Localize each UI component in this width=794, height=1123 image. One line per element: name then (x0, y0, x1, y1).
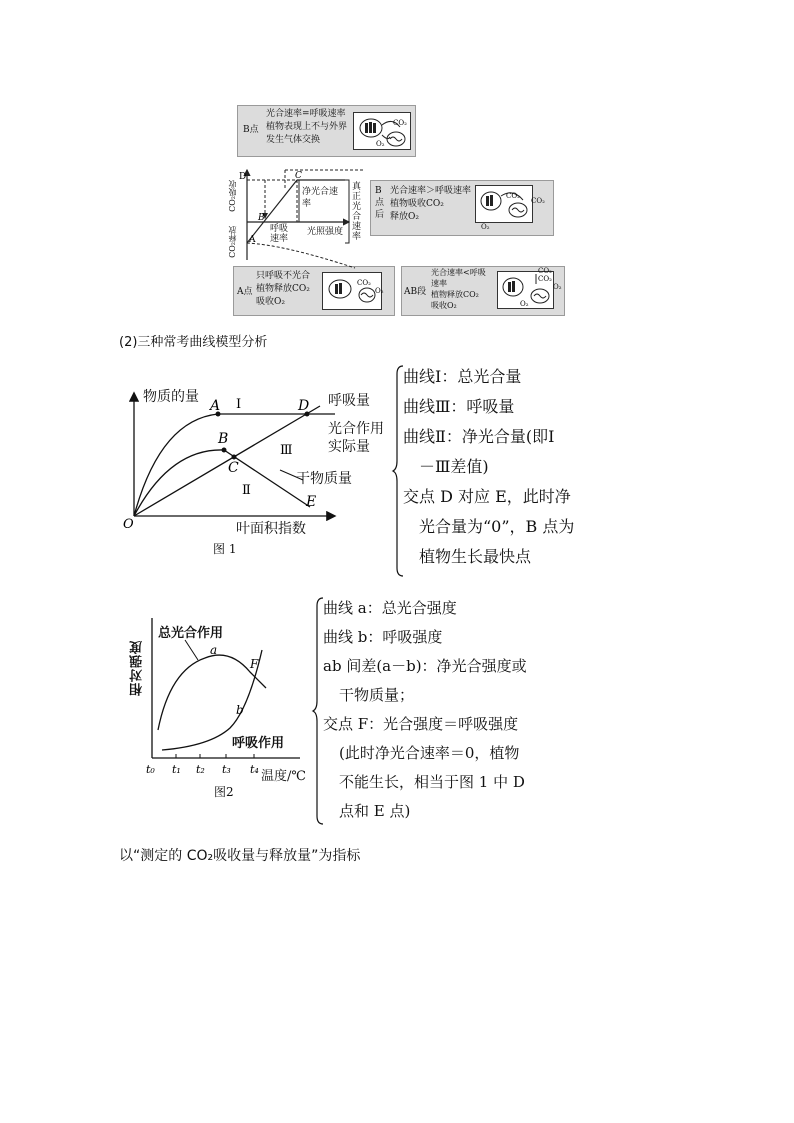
b-point-lines: 光合速率=呼吸速率 植物表现上不与外界 发生气体交换 (266, 109, 348, 145)
fig2-tick-t1: t₁ (172, 763, 181, 776)
fig1-origin: O (123, 517, 134, 532)
o2-label: O₂ (375, 287, 384, 295)
b-point-label: B点 (243, 125, 259, 135)
point-c-dot (232, 455, 237, 460)
fig1-point-a: A (210, 398, 221, 414)
co2-label: CO₂ (393, 119, 407, 127)
fig2-note-2: 曲线 b：呼吸强度 (323, 628, 443, 646)
fig2-tick-t0: t₀ (146, 763, 155, 776)
fig2-note-4: 干物质量； (339, 686, 415, 704)
fig2-note-5: 交点 F：光合强度＝呼吸强度 (323, 715, 519, 733)
ab-segment-label: AB段 (404, 287, 427, 297)
fig2-respiration-label: 呼吸作用 (232, 736, 285, 751)
fig1-point-b: B (218, 431, 229, 447)
fig1-respiration-label: 呼吸量 (328, 393, 370, 409)
fig2-tick-t2: t₂ (196, 763, 205, 776)
b-after-label: B 点 后 (375, 186, 385, 220)
net-rate-label: 净光合速率 (302, 187, 339, 209)
fig2-point-a: a (210, 643, 218, 657)
fig1-actual-photo-label: 光合作用 实际量 (328, 421, 384, 455)
cell-illustration (475, 185, 533, 223)
footer-text: 以“测定的 CO₂吸收量与释放量”为指标 (119, 848, 361, 864)
fig2-tick-t4: t₄ (250, 763, 259, 776)
light-intensity-label: 光照强度 (307, 227, 344, 237)
fig2-note-3: ab 间差(a－b)：净光合强度或 (323, 657, 527, 675)
fig1-point-e: E (306, 494, 317, 510)
true-rate-bracket (345, 180, 349, 243)
fig2-caption: 图2 (214, 785, 234, 799)
o2-in-label: O₂ (553, 283, 562, 291)
y-axis-bottom-label: CO₂释放 (228, 226, 237, 258)
a-point-box (233, 266, 395, 316)
fig2-tick-t3: t₃ (222, 763, 231, 776)
section-heading: (2)三种常考曲线模型分析 (119, 335, 268, 350)
fig1-point-d: D (298, 398, 310, 414)
a-point-label: A点 (237, 287, 253, 297)
total-photo-pointer (185, 640, 198, 660)
fig2-ylabel: 相对强度 (130, 640, 145, 696)
co2-out-label: CO₂ (531, 197, 545, 205)
true-rate-label: 真正光合速率 (352, 182, 362, 242)
a-dashed-curve (247, 243, 355, 268)
fig2-total-photo-label: 总光合作用 (158, 626, 224, 641)
chloroplast-mito-icon (476, 186, 532, 222)
fig1-roman-1: Ⅰ (236, 397, 242, 412)
ab-segment-lines: 光合速率<呼吸 速率 植物释放CO₂ 吸收O₂ (431, 268, 486, 310)
fig1-xlabel: 叶面积指数 (236, 521, 306, 537)
fig2-note-1: 曲线 a：总光合强度 (323, 599, 457, 617)
chloroplast-mito-icon (498, 272, 553, 308)
point-b-dot (222, 448, 227, 453)
fig2-xlabel: 温度/℃ (261, 769, 306, 784)
co2-label: CO₂ (538, 275, 552, 283)
fig1-point-c: C (228, 460, 239, 476)
ab-segment-box (401, 266, 565, 316)
fig1-roman-3: Ⅲ (280, 443, 293, 458)
fig1-note-6: 光合量为“0”，B 点为 (419, 517, 575, 536)
fig1-note-2: 曲线Ⅲ：呼吸量 (403, 397, 515, 416)
co2-in-label: CO₂ (538, 267, 552, 275)
cell-illustration (353, 112, 411, 150)
fig1-roman-2: Ⅱ (242, 483, 251, 498)
fig2-note-7: 不能生长，相当于图 1 中 D (339, 773, 525, 791)
b-after-box (370, 180, 554, 236)
fig2-notes (323, 594, 527, 826)
fig2-point-b: b (236, 703, 244, 717)
fig1-notes (403, 362, 574, 572)
point-b: B (258, 213, 265, 223)
fig1-note-7: 植物生长最快点 (419, 547, 532, 566)
fig2-point-f: F (250, 657, 259, 671)
fig1-note-3: 曲线Ⅱ：净光合量(即Ⅰ (403, 427, 555, 446)
fig1-dry-matter-label: 干物质量 (296, 471, 352, 487)
b-after-lines: 光合速率＞呼吸速率 植物吸收CO₂ 释放O₂ (390, 186, 472, 222)
fig1-ylabel: 物质的量 (143, 389, 199, 405)
cell-illustration (322, 272, 382, 310)
fig2-note-8: 点和 E 点) (339, 802, 411, 820)
fig1-note-4: －Ⅲ差值) (419, 457, 489, 476)
fig1-caption: 图 1 (213, 542, 237, 556)
o2-out-label: O₂ (481, 223, 490, 231)
respiration-rate-label: 呼吸速率 (270, 224, 289, 244)
point-c: C (295, 171, 302, 181)
o2-label: O₂ (520, 300, 529, 308)
y-axis-top-label: CO₂吸收 (228, 180, 237, 212)
fig2-note-6: (此时净光合速率＝0，植物 (339, 744, 520, 762)
chloroplast-mito-icon (323, 273, 384, 309)
o2-label: O₂ (376, 140, 385, 148)
chloroplast-mito-icon (354, 113, 410, 149)
curve-2-net (134, 450, 310, 516)
co2-label: CO₂ (506, 192, 520, 200)
cell-illustration (497, 271, 554, 309)
fig1-note-5: 交点 D 对应 E，此时净 (403, 487, 571, 506)
point-d: D (239, 172, 247, 182)
fig1-note-1: 曲线Ⅰ：总光合量 (403, 367, 522, 386)
curve-3-respiration (134, 406, 320, 516)
point-a: A (249, 235, 256, 245)
co2-label: CO₂ (357, 279, 371, 287)
a-point-lines: 只呼吸不光合 植物释放CO₂ 吸收O₂ (256, 271, 311, 307)
